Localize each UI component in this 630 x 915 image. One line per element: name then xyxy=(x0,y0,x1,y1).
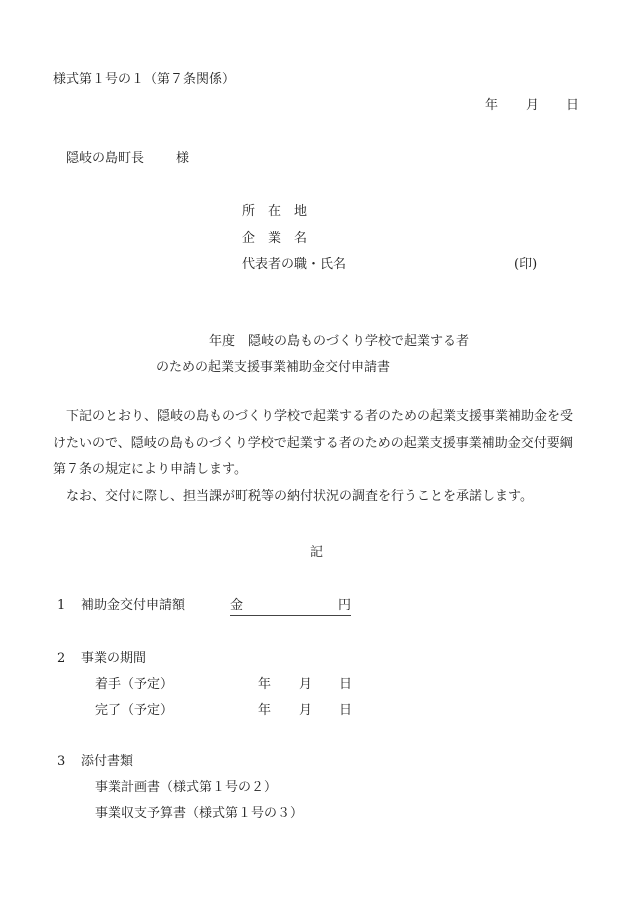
period-start-year: 年 xyxy=(258,677,272,692)
ki-heading: 記 xyxy=(310,545,324,560)
item-number: 1 xyxy=(57,598,66,613)
amount-field xyxy=(230,598,351,616)
attachment-budget: 事業収支予算書（様式第１号の３） xyxy=(95,806,304,821)
item-number: 3 xyxy=(57,754,66,769)
date-day-label: 日 xyxy=(566,98,580,113)
item-number: 2 xyxy=(57,651,66,666)
amount-prefix: 金 xyxy=(230,598,244,613)
period-end-label: 完了（予定） xyxy=(95,703,174,718)
item-label: 事業の期間 xyxy=(81,651,147,666)
period-end-day: 日 xyxy=(339,703,353,718)
body-paragraph-1: 下記のとおり、隠岐の島ものづくり学校で起業する者のための起業支援事業補助金を受けたいので、隠岐の島ものづくり学校で起業する者のための起業支援事業補助金交付要綱第７条の規定により申請します。 xyxy=(53,409,574,477)
period-start-label: 着手（予定） xyxy=(95,677,174,692)
item-label: 添付書類 xyxy=(81,754,134,769)
period-end-year: 年 xyxy=(258,703,272,718)
body-paragraph-2: なお、交付に際し、担当課が町税等の納付状況の調査を行うことを承諾します。 xyxy=(53,489,533,504)
addressee-honorific: 様 xyxy=(176,151,190,166)
period-end-month: 月 xyxy=(299,703,313,718)
representative-label: 代表者の職・氏名 xyxy=(242,257,347,272)
date-month-label: 月 xyxy=(526,98,540,113)
title-line-2: のための起業支援事業補助金交付申請書 xyxy=(156,360,391,375)
title-line-1: 年度 隠岐の島ものづくり学校で起業する者 xyxy=(209,334,470,349)
address-label: 所 在 地 xyxy=(242,204,308,219)
addressee-name: 隠岐の島町長 xyxy=(66,151,145,166)
form-number: 様式第１号の１（第７条関係） xyxy=(53,72,236,87)
item-label: 補助金交付申請額 xyxy=(81,598,186,613)
date-year-label: 年 xyxy=(485,98,499,113)
attachment-business-plan: 事業計画書（様式第１号の２） xyxy=(95,780,278,795)
seal-mark: (印) xyxy=(514,257,538,272)
period-start-month: 月 xyxy=(299,677,313,692)
amount-suffix: 円 xyxy=(337,598,351,613)
company-label: 企 業 名 xyxy=(242,231,308,246)
period-start-day: 日 xyxy=(339,677,353,692)
